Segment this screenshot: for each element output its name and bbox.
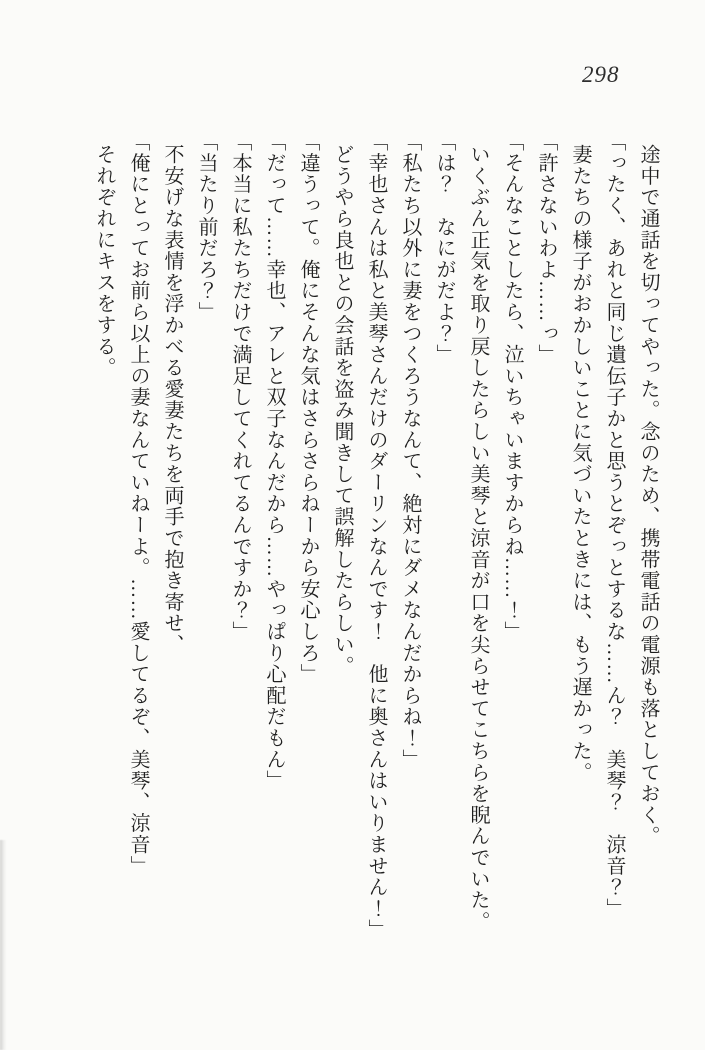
text-column: 妻たちの様子がおかしいことに気づいたときには、もう遅かった。 [569,144,591,783]
text-column: 「違うって。俺にそんな気はさらさらねーから安心しろ」 [297,131,319,685]
text-column: 「本当に私たちだけで満足してくれてるんですか？」 [229,131,251,643]
text-column: 「俺にとってお前ら以上の妻なんていねーよ。……愛してるぞ、美琴、涼音」 [127,131,149,877]
text-column: 不安げな表情を浮かべる愛妻たちを両手で抱き寄せ、 [161,144,183,656]
text-column: どうやら良也との会話を盗み聞きして誤解したらしい。 [331,144,353,677]
text-column: 「幸也さんは私と美琴さんだけのダーリンなんです！ 他に奥さんはいりません！」 [365,131,387,941]
text-column: 「そんなことしたら、泣いちゃいますからね……！」 [501,131,523,643]
text-column: 「は？ なにがだよ？」 [433,131,455,366]
text-column: それぞれにキスをする。 [93,144,115,379]
text-column: 「だって……幸也、アレと双子なんだから……やっぱり心配だもん」 [263,131,285,792]
page-gutter-shadow [0,840,7,1050]
text-column: 「許さないわよ……っ」 [535,131,557,366]
text-column: 「ったく、あれと同じ遺伝子かと思うとぞっとするな……ん？ 美琴？ 涼音？」 [603,131,625,920]
text-column: 「当たり前だろ？」 [195,131,217,323]
text-column: 「私たち以外に妻をつくろうなんて、絶対にダメなんだからね！」 [399,131,421,770]
text-column: 途中で通話を切ってやった。念のため、携帯電話の電源も落としておく。 [637,144,659,847]
text-column: いくぶん正気を取り戻したらしい美琴と涼音が口を尖らせてこちらを睨んでいた。 [467,144,489,933]
body-text [87,131,665,953]
page-number: 298 [582,62,620,87]
